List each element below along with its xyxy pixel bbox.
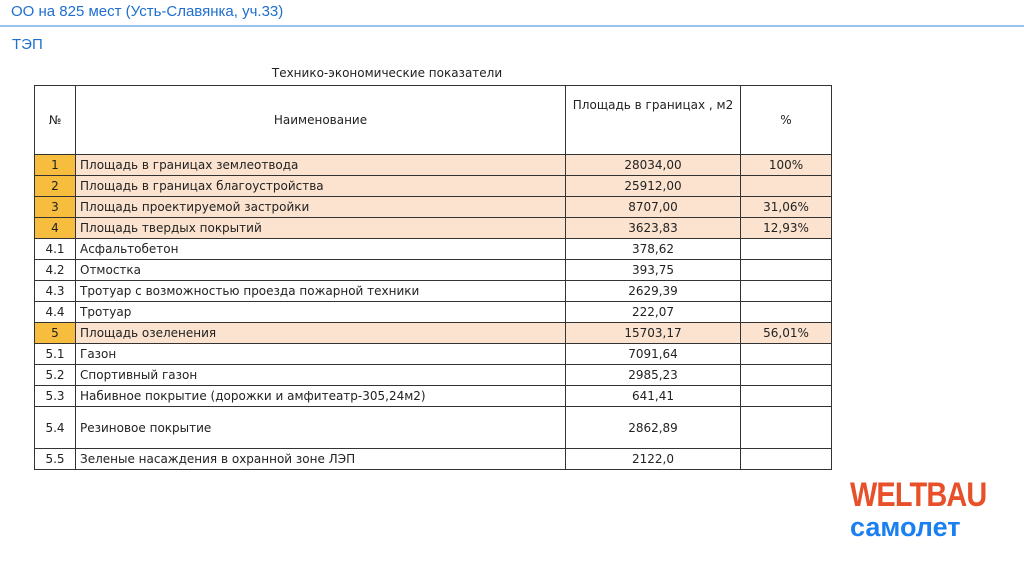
- row-area: 7091,64: [566, 344, 741, 365]
- row-area: 641,41: [566, 386, 741, 407]
- logo-weltbau: WELTBAU: [850, 476, 987, 514]
- table-row: [35, 176, 832, 197]
- table-row: [35, 386, 832, 407]
- row-number: 4.1: [35, 239, 76, 260]
- header-divider: [0, 25, 1024, 27]
- weltbau-samolet-logo: [850, 478, 1010, 540]
- row-name: Зеленые насаждения в охранной зоне ЛЭП: [76, 449, 566, 470]
- tep-table: [34, 85, 832, 470]
- row-percent: [741, 281, 832, 302]
- table-row: [35, 197, 832, 218]
- row-number: 5.5: [35, 449, 76, 470]
- row-area: 8707,00: [566, 197, 741, 218]
- col-header-name: Наименование: [76, 86, 566, 155]
- row-name: Площадь в границах благоустройства: [76, 176, 566, 197]
- row-number: 4.2: [35, 260, 76, 281]
- page-title: ОО на 825 мест (Усть-Славянка, уч.33): [11, 3, 284, 20]
- row-number: 4: [35, 218, 76, 239]
- table-title: Технико-экономические показатели: [271, 66, 503, 80]
- table-row: [35, 323, 832, 344]
- table-row: [35, 365, 832, 386]
- row-number: 1: [35, 155, 76, 176]
- row-name: Резиновое покрытие: [76, 407, 566, 449]
- row-number: 4.3: [35, 281, 76, 302]
- row-area: 393,75: [566, 260, 741, 281]
- col-header-percent: %: [741, 86, 832, 155]
- row-percent: [741, 407, 832, 449]
- row-area: 222,07: [566, 302, 741, 323]
- row-number: 5.3: [35, 386, 76, 407]
- section-title: ТЭП: [12, 36, 43, 53]
- col-header-area: Площадь в границах , м2: [566, 86, 741, 155]
- row-name: Асфальтобетон: [76, 239, 566, 260]
- table-row: [35, 281, 832, 302]
- row-area: 2122,0: [566, 449, 741, 470]
- row-area: 28034,00: [566, 155, 741, 176]
- row-area: 2862,89: [566, 407, 741, 449]
- row-name: Тротуар: [76, 302, 566, 323]
- row-number: 5.2: [35, 365, 76, 386]
- row-number: 5.4: [35, 407, 76, 449]
- row-area: 2985,23: [566, 365, 741, 386]
- table-row: [35, 155, 832, 176]
- row-number: 5: [35, 323, 76, 344]
- logo-samolet: самолет: [850, 512, 961, 542]
- row-area: 25912,00: [566, 176, 741, 197]
- row-percent: 31,06%: [741, 197, 832, 218]
- row-name: Набивное покрытие (дорожки и амфитеатр-305,24м2): [76, 386, 566, 407]
- table-row: [35, 260, 832, 281]
- row-percent: [741, 176, 832, 197]
- row-name: Отмостка: [76, 260, 566, 281]
- row-percent: 100%: [741, 155, 832, 176]
- row-name: Площадь в границах землеотвода: [76, 155, 566, 176]
- row-number: 4.4: [35, 302, 76, 323]
- row-name: Площадь твердых покрытий: [76, 218, 566, 239]
- row-percent: [741, 260, 832, 281]
- table-row: [35, 239, 832, 260]
- row-percent: 12,93%: [741, 218, 832, 239]
- row-percent: [741, 365, 832, 386]
- row-number: 3: [35, 197, 76, 218]
- row-percent: [741, 302, 832, 323]
- row-name: Спортивный газон: [76, 365, 566, 386]
- table-row: [35, 302, 832, 323]
- row-percent: [741, 344, 832, 365]
- row-percent: 56,01%: [741, 323, 832, 344]
- row-area: 3623,83: [566, 218, 741, 239]
- row-number: 5.1: [35, 344, 76, 365]
- row-area: 15703,17: [566, 323, 741, 344]
- row-percent: [741, 239, 832, 260]
- table-row: [35, 449, 832, 470]
- row-name: Газон: [76, 344, 566, 365]
- table-row: [35, 218, 832, 239]
- row-area: 2629,39: [566, 281, 741, 302]
- row-name: Тротуар с возможностью проезда пожарной техники: [76, 281, 566, 302]
- table-row: [35, 407, 832, 449]
- row-percent: [741, 449, 832, 470]
- row-number: 2: [35, 176, 76, 197]
- table-header-row: [35, 86, 832, 155]
- row-percent: [741, 386, 832, 407]
- row-name: Площадь проектируемой застройки: [76, 197, 566, 218]
- row-area: 378,62: [566, 239, 741, 260]
- row-name: Площадь озеленения: [76, 323, 566, 344]
- col-header-number: №: [35, 86, 76, 155]
- table-row: [35, 344, 832, 365]
